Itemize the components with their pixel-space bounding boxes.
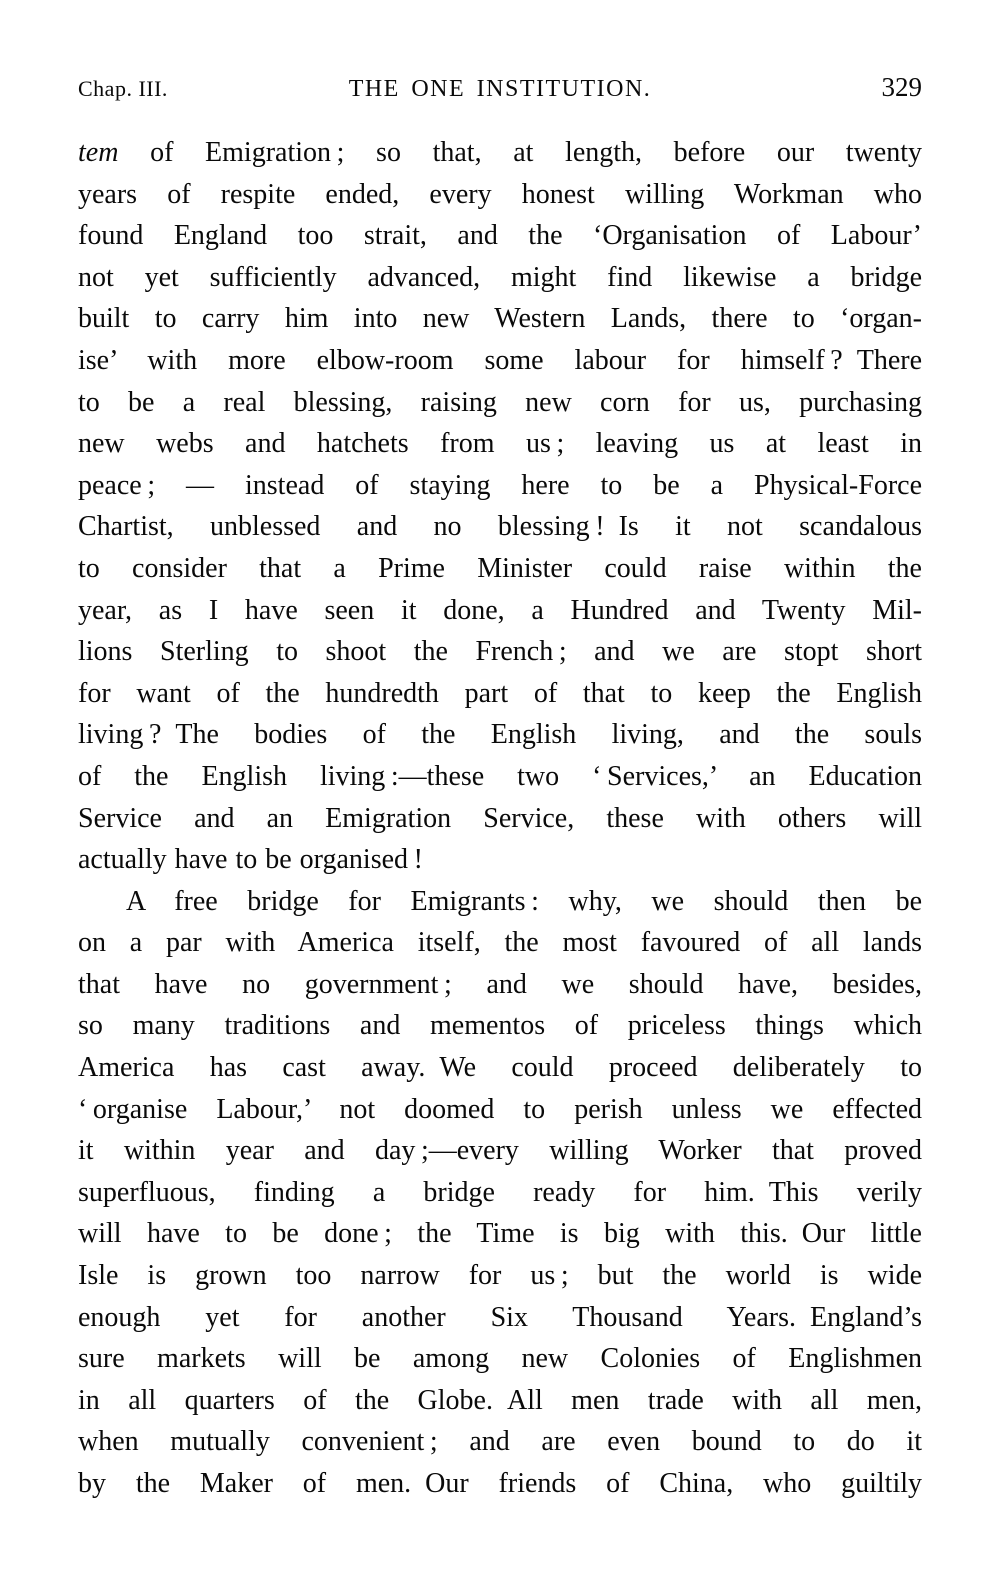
page-number: 329 (881, 72, 922, 102)
text-line: so many traditions and mementos of priceless things which (78, 1010, 922, 1042)
text-line: peace ; — instead of staying here to be a Physical-Force (78, 469, 922, 501)
text-line: living ? The bodies of the English living, and the souls (78, 719, 922, 751)
text-line: A free bridge for Emigrants : why, we should then be (126, 885, 922, 917)
text-line: of the English living :—these two ‘ Services,’ an Education (78, 760, 922, 792)
text-line: on a par with America itself, the most favoured of all lands (78, 927, 922, 959)
text-line: in all quarters of the Globe. All men trade with all men, (78, 1384, 922, 1416)
text-line: Service and an Emigration Service, these with others will (78, 802, 922, 834)
running-header (78, 72, 922, 106)
text-line: years of respite ended, every honest willing Workman who (78, 178, 922, 210)
text-line: sure markets will be among new Colonies of Englishmen (78, 1343, 922, 1375)
text-line: not yet sufficiently advanced, might find likewise a bridge (78, 261, 922, 293)
text-body (78, 132, 922, 1505)
text-line: to consider that a Prime Minister could raise within the (78, 552, 922, 584)
text-line: enough yet for another Six Thousand Years. England’s (78, 1301, 922, 1333)
text-line: ise’ with more elbow-room some labour for himself ? There (78, 344, 922, 376)
text-line: new webs and hatchets from us ; leaving us at least in (78, 428, 922, 460)
paragraph (78, 881, 922, 1505)
text-line: will have to be done ; the Time is big with this. Our little (78, 1218, 922, 1250)
text-line: America has cast away. We could proceed deliberately to (78, 1052, 922, 1084)
italic-word: tem (78, 137, 119, 168)
text-line: lions Sterling to shoot the French ; and we are stopt short (78, 636, 922, 668)
paragraph (78, 132, 922, 881)
text-line: Chartist, unblessed and no blessing ! Is it not scandalous (78, 511, 922, 543)
text-line: ‘ organise Labour,’ not doomed to perish unless we effected (78, 1093, 922, 1125)
text-line: for want of the hundredth part of that to keep the English (78, 677, 922, 709)
running-title: THE ONE INSTITUTION. (348, 76, 652, 102)
text-line: actually have to be organised ! (78, 844, 423, 876)
text-line: built to carry him into new Western Lands, there to ‘organ- (78, 303, 922, 335)
text-line: tem of Emigration ; so that, at length, before our twenty (78, 137, 922, 168)
text-line: superfluous, finding a bridge ready for him. This verily (78, 1176, 922, 1208)
text-line: Isle is grown too narrow for us ; but the world is wide (78, 1260, 922, 1292)
text-line: by the Maker of men. Our friends of China, who guiltily (78, 1468, 922, 1499)
text-line: to be a real blessing, raising new corn for us, purchasing (78, 386, 922, 418)
text-line: it within year and day ;—every willing Worker that proved (78, 1135, 922, 1167)
chapter-label: Chap. III. (78, 76, 168, 101)
text-line: that have no government ; and we should have, besides, (78, 968, 922, 1000)
text-line: year, as I have seen it done, a Hundred and Twenty Mil- (78, 594, 922, 626)
text-line: found England too strait, and the ‘Organisation of Labour’ (78, 220, 922, 252)
text-line: when mutually convenient ; and are even bound to do it (78, 1426, 922, 1458)
